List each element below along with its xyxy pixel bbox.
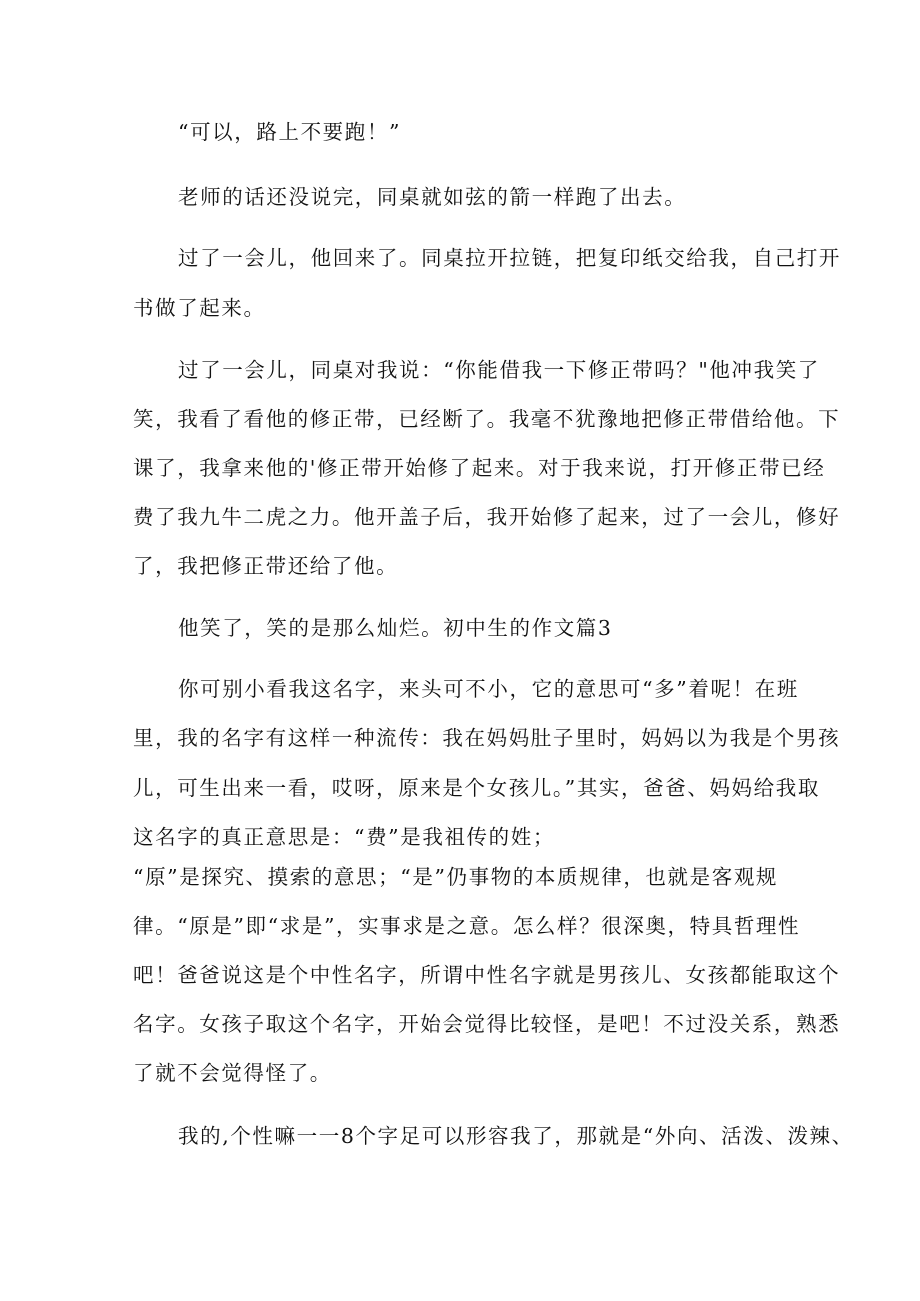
paragraph-line: 老师的话还没说完，同桌就如弦的箭一样跑了出去。 bbox=[178, 185, 687, 209]
paragraph-line: “原”是探究、摸索的意思；“是”仍事物的本质规律，也就是客观规 bbox=[133, 865, 779, 889]
paragraph-line: 里，我的名字有这样一种流传：我在妈妈肚子里时，妈妈以为我是个男孩 bbox=[133, 726, 841, 750]
paragraph-line: 课了，我拿来他的'修正带开始修了起来。对于我来说，打开修正带已经 bbox=[133, 456, 826, 480]
paragraph-line: 这名字的真正意思是：“费”是我祖传的姓； bbox=[133, 825, 555, 849]
paragraph-line: 我的,个性嘛一一8个字足可以形容我了，那就是“外向、活泼、泼辣、 bbox=[178, 1124, 854, 1148]
paragraph-line: 笑，我看了看他的修正带，已经断了。我毫不犹豫地把修正带借给他。下 bbox=[133, 407, 841, 431]
paragraph-line: 过了一会儿，他回来了。同桌拉开拉链，把复印纸交给我，自己打开 bbox=[178, 246, 841, 270]
paragraph-line: “可以，路上不要跑！” bbox=[178, 120, 402, 144]
paragraph-line: 费了我九牛二虎之力。他开盖子后，我开始修了起来，过了一会儿，修好 bbox=[133, 505, 841, 529]
paragraph-line: 儿，可生出来一看，哎呀，原来是个女孩儿。”其实，爸爸、妈妈给我取 bbox=[133, 776, 820, 800]
paragraph-line: 他笑了，笑的是那么灿烂。初中生的作文篇3 bbox=[178, 616, 613, 640]
paragraph-line: 吧！爸爸说这是个中性名字，所谓中性名字就是男孩儿、女孩都能取这个 bbox=[133, 963, 841, 987]
paragraph-line: 了就不会觉得怪了。 bbox=[133, 1061, 332, 1085]
paragraph-line: 书做了起来。 bbox=[133, 296, 266, 320]
paragraph-line: 律。“原是”即“求是”，实事求是之意。怎么样？很深奥，特具哲理性 bbox=[133, 914, 801, 938]
paragraph-line: 了，我把修正带还给了他。 bbox=[133, 554, 399, 578]
paragraph-line: 名字。女孩子取这个名字，开始会觉得比较怪，是吧！不过没关系，熟悉 bbox=[133, 1012, 841, 1036]
paragraph-line: 过了一会儿，同桌对我说：“你能借我一下修正带吗？"他冲我笑了 bbox=[178, 358, 820, 382]
paragraph-line: 你可别小看我这名字，来头可不小，它的意思可“多”着呢！在班 bbox=[178, 677, 799, 701]
